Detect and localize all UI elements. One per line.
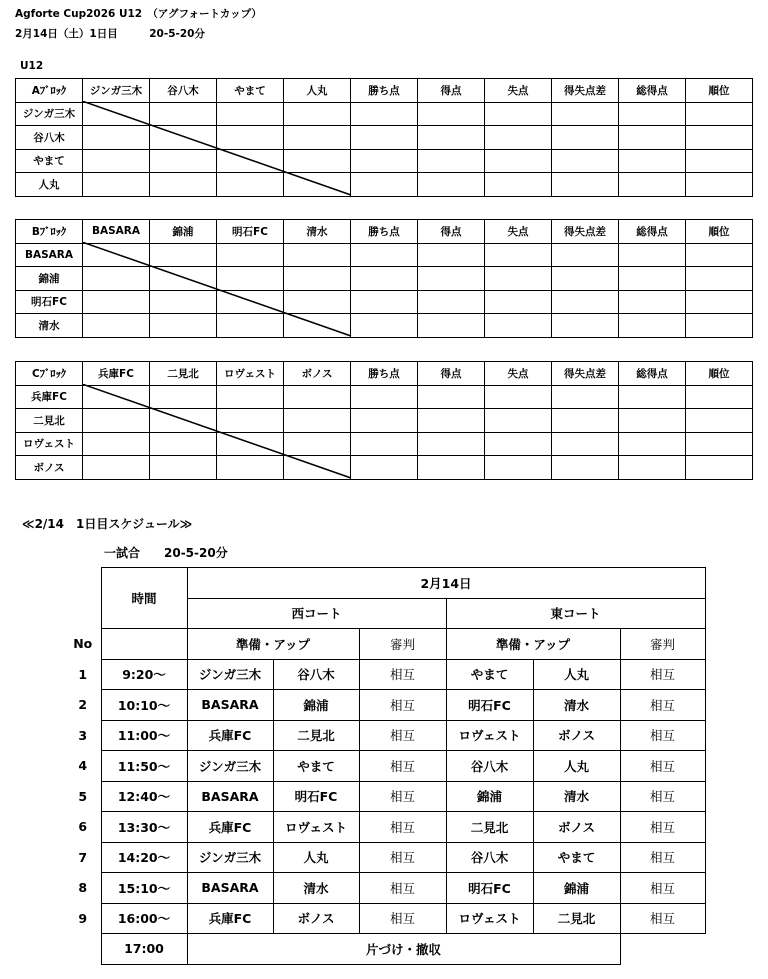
stat-cell bbox=[619, 290, 686, 314]
result-cell bbox=[217, 267, 284, 291]
stat-cell bbox=[619, 409, 686, 433]
result-cell bbox=[217, 432, 284, 456]
stat-cell bbox=[485, 126, 552, 150]
stat-header: 得失点差 bbox=[552, 220, 619, 244]
stat-cell bbox=[686, 173, 753, 197]
schedule-row bbox=[65, 812, 705, 843]
stat-cell bbox=[686, 102, 753, 126]
team-col-header: ロヴェスト bbox=[217, 362, 284, 386]
schedule-row bbox=[65, 720, 705, 751]
east-team-1: 谷八木 bbox=[446, 751, 533, 782]
result-cell bbox=[284, 409, 351, 433]
east-team-1: 二見北 bbox=[446, 812, 533, 843]
east-team-1: 明石FC bbox=[446, 690, 533, 721]
west-ref-header: 審判 bbox=[359, 629, 446, 660]
result-cell bbox=[83, 290, 150, 314]
stat-header: 勝ち点 bbox=[351, 362, 418, 386]
east-team-2: 人丸 bbox=[533, 659, 620, 690]
stat-cell bbox=[485, 243, 552, 267]
result-cell bbox=[217, 173, 284, 197]
result-cell bbox=[284, 456, 351, 480]
west-referee: 相互 bbox=[359, 720, 446, 751]
west-team-1: BASARA bbox=[187, 873, 273, 904]
stat-cell bbox=[619, 243, 686, 267]
result-cell bbox=[217, 149, 284, 173]
east-team-2: ボノス bbox=[533, 720, 620, 751]
result-cell bbox=[284, 173, 351, 197]
stat-cell bbox=[351, 126, 418, 150]
team-row-header: 二見北 bbox=[16, 409, 83, 433]
stat-header: 順位 bbox=[686, 362, 753, 386]
stat-cell bbox=[552, 456, 619, 480]
west-team-1: ジンガ三木 bbox=[187, 842, 273, 873]
east-team-2: やまて bbox=[533, 842, 620, 873]
result-cell bbox=[284, 385, 351, 409]
result-cell bbox=[284, 126, 351, 150]
row-number: 6 bbox=[78, 819, 88, 835]
block-table bbox=[15, 219, 753, 338]
stat-cell bbox=[485, 456, 552, 480]
result-cell bbox=[150, 385, 217, 409]
page-title: Agforte Cup2026 U12 （アグフォートカップ） bbox=[15, 8, 262, 20]
match-time: 9:20～ bbox=[101, 659, 187, 690]
west-team-1: 兵庫FC bbox=[187, 720, 273, 751]
match-time: 13:30～ bbox=[101, 812, 187, 843]
stat-cell bbox=[485, 102, 552, 126]
result-cell bbox=[83, 409, 150, 433]
stat-cell bbox=[619, 149, 686, 173]
east-referee: 相互 bbox=[620, 659, 705, 690]
row-number: 7 bbox=[78, 849, 88, 865]
stat-cell bbox=[552, 102, 619, 126]
schedule-row bbox=[65, 659, 705, 690]
match-time: 12:40～ bbox=[101, 781, 187, 812]
result-cell bbox=[217, 243, 284, 267]
stat-header: 総得点 bbox=[619, 362, 686, 386]
stat-cell bbox=[418, 243, 485, 267]
east-referee: 相互 bbox=[620, 720, 705, 751]
result-cell bbox=[150, 243, 217, 267]
stat-cell bbox=[619, 432, 686, 456]
stat-cell bbox=[485, 173, 552, 197]
result-cell bbox=[83, 456, 150, 480]
result-cell bbox=[217, 126, 284, 150]
stat-cell bbox=[686, 126, 753, 150]
block-table bbox=[15, 78, 753, 197]
team-col-header: BASARA bbox=[83, 220, 150, 244]
match-time: 14:20～ bbox=[101, 842, 187, 873]
block-name: Aﾌﾞﾛｯｸ bbox=[16, 79, 83, 103]
result-cell bbox=[217, 290, 284, 314]
west-referee: 相互 bbox=[359, 812, 446, 843]
stat-cell bbox=[351, 173, 418, 197]
east-team-2: 人丸 bbox=[533, 751, 620, 782]
result-cell bbox=[284, 314, 351, 338]
east-team-2: 清水 bbox=[533, 690, 620, 721]
schedule-title: ≪2/14 1日目スケジュール≫ bbox=[22, 517, 193, 531]
stat-cell bbox=[686, 149, 753, 173]
east-team-2: 錦浦 bbox=[533, 873, 620, 904]
row-number: 2 bbox=[78, 697, 88, 713]
west-team-2: 清水 bbox=[273, 873, 359, 904]
stat-cell bbox=[686, 314, 753, 338]
result-cell bbox=[150, 432, 217, 456]
stat-cell bbox=[485, 385, 552, 409]
end-label: 片づけ・撤収 bbox=[187, 934, 620, 965]
stat-cell bbox=[619, 267, 686, 291]
stat-header: 失点 bbox=[485, 220, 552, 244]
team-row-header: やまて bbox=[16, 149, 83, 173]
result-cell bbox=[150, 267, 217, 291]
west-team-2: 錦浦 bbox=[273, 690, 359, 721]
result-cell bbox=[150, 409, 217, 433]
team-col-header: 清水 bbox=[284, 220, 351, 244]
result-cell bbox=[150, 456, 217, 480]
east-team-1: 明石FC bbox=[446, 873, 533, 904]
west-referee: 相互 bbox=[359, 751, 446, 782]
result-cell bbox=[83, 267, 150, 291]
stat-cell bbox=[686, 385, 753, 409]
stat-cell bbox=[351, 409, 418, 433]
east-team-1: ロヴェスト bbox=[446, 720, 533, 751]
no-header: No bbox=[73, 636, 93, 652]
stat-cell bbox=[619, 126, 686, 150]
stat-cell bbox=[552, 385, 619, 409]
stat-cell bbox=[351, 432, 418, 456]
stat-header: 失点 bbox=[485, 79, 552, 103]
stat-cell bbox=[552, 267, 619, 291]
east-team-1: 錦浦 bbox=[446, 781, 533, 812]
stat-header: 得点 bbox=[418, 220, 485, 244]
row-number: 4 bbox=[78, 758, 88, 774]
team-row-header: ロヴェスト bbox=[16, 432, 83, 456]
schedule-row bbox=[65, 873, 705, 904]
team-row-header: 錦浦 bbox=[16, 267, 83, 291]
result-cell bbox=[83, 126, 150, 150]
stat-cell bbox=[418, 102, 485, 126]
stat-cell bbox=[619, 385, 686, 409]
result-cell bbox=[217, 385, 284, 409]
schedule-row bbox=[65, 751, 705, 782]
east-team-2: 清水 bbox=[533, 781, 620, 812]
result-cell bbox=[217, 314, 284, 338]
time-header: 時間 bbox=[101, 568, 187, 629]
team-col-header: 兵庫FC bbox=[83, 362, 150, 386]
stat-cell bbox=[351, 243, 418, 267]
stat-cell bbox=[552, 409, 619, 433]
stat-cell bbox=[351, 314, 418, 338]
result-cell bbox=[83, 314, 150, 338]
stat-cell bbox=[686, 456, 753, 480]
west-team-1: 兵庫FC bbox=[187, 812, 273, 843]
league-label: U12 bbox=[20, 60, 44, 72]
page-subtitle: 2月14日（土）1日目 20-5-20分 bbox=[15, 28, 205, 40]
result-cell bbox=[217, 102, 284, 126]
stat-header: 勝ち点 bbox=[351, 79, 418, 103]
match-format: 一試合 20-5-20分 bbox=[104, 546, 228, 560]
result-cell bbox=[217, 409, 284, 433]
team-col-header: 明石FC bbox=[217, 220, 284, 244]
block-name: Cﾌﾞﾛｯｸ bbox=[16, 362, 83, 386]
stat-header: 得失点差 bbox=[552, 362, 619, 386]
east-team-1: 谷八木 bbox=[446, 842, 533, 873]
stat-cell bbox=[619, 173, 686, 197]
stat-cell bbox=[485, 432, 552, 456]
east-referee: 相互 bbox=[620, 751, 705, 782]
stat-cell bbox=[552, 290, 619, 314]
stat-cell bbox=[418, 385, 485, 409]
west-referee: 相互 bbox=[359, 842, 446, 873]
east-court-header: 東コート bbox=[446, 598, 705, 629]
east-team-1: やまて bbox=[446, 659, 533, 690]
row-number: 5 bbox=[78, 788, 88, 804]
west-referee: 相互 bbox=[359, 659, 446, 690]
team-row-header: ジンガ三木 bbox=[16, 102, 83, 126]
west-team-2: 明石FC bbox=[273, 781, 359, 812]
east-referee: 相互 bbox=[620, 812, 705, 843]
stat-cell bbox=[418, 409, 485, 433]
east-team-2: ボノス bbox=[533, 812, 620, 843]
result-cell bbox=[150, 314, 217, 338]
stat-cell bbox=[485, 409, 552, 433]
schedule-row bbox=[65, 690, 705, 721]
stat-cell bbox=[619, 102, 686, 126]
team-col-header: ボノス bbox=[284, 362, 351, 386]
result-cell bbox=[83, 243, 150, 267]
east-team-2: 二見北 bbox=[533, 903, 620, 934]
stat-cell bbox=[418, 290, 485, 314]
stat-cell bbox=[351, 290, 418, 314]
stat-cell bbox=[552, 126, 619, 150]
stat-cell bbox=[552, 149, 619, 173]
team-col-header: 錦浦 bbox=[150, 220, 217, 244]
result-cell bbox=[150, 149, 217, 173]
stat-cell bbox=[418, 267, 485, 291]
schedule-row bbox=[65, 842, 705, 873]
west-team-2: ロヴェスト bbox=[273, 812, 359, 843]
stat-header: 勝ち点 bbox=[351, 220, 418, 244]
match-time: 15:10～ bbox=[101, 873, 187, 904]
match-time: 10:10～ bbox=[101, 690, 187, 721]
row-number: 1 bbox=[78, 666, 88, 682]
match-time: 11:00～ bbox=[101, 720, 187, 751]
block-table bbox=[15, 361, 753, 480]
result-cell bbox=[150, 102, 217, 126]
stat-cell bbox=[619, 456, 686, 480]
result-cell bbox=[217, 456, 284, 480]
row-number: 8 bbox=[78, 880, 88, 896]
east-referee: 相互 bbox=[620, 781, 705, 812]
stat-header: 順位 bbox=[686, 220, 753, 244]
east-referee: 相互 bbox=[620, 903, 705, 934]
team-row-header: 兵庫FC bbox=[16, 385, 83, 409]
west-team-1: BASARA bbox=[187, 781, 273, 812]
team-row-header: BASARA bbox=[16, 243, 83, 267]
result-cell bbox=[83, 173, 150, 197]
east-team-1: ロヴェスト bbox=[446, 903, 533, 934]
west-referee: 相互 bbox=[359, 873, 446, 904]
stat-cell bbox=[552, 432, 619, 456]
team-col-header: やまて bbox=[217, 79, 284, 103]
stat-cell bbox=[351, 267, 418, 291]
west-referee: 相互 bbox=[359, 690, 446, 721]
stat-header: 順位 bbox=[686, 79, 753, 103]
team-row-header: 明石FC bbox=[16, 290, 83, 314]
east-referee: 相互 bbox=[620, 873, 705, 904]
team-row-header: 人丸 bbox=[16, 173, 83, 197]
west-team-2: ボノス bbox=[273, 903, 359, 934]
stat-header: 得点 bbox=[418, 362, 485, 386]
west-prep-header: 準備・アップ bbox=[187, 629, 359, 660]
stat-cell bbox=[552, 314, 619, 338]
team-col-header: ジンガ三木 bbox=[83, 79, 150, 103]
west-team-1: ジンガ三木 bbox=[187, 751, 273, 782]
stat-cell bbox=[686, 432, 753, 456]
stat-cell bbox=[418, 126, 485, 150]
stat-cell bbox=[619, 314, 686, 338]
west-team-2: 人丸 bbox=[273, 842, 359, 873]
stat-cell bbox=[351, 456, 418, 480]
match-time: 16:00～ bbox=[101, 903, 187, 934]
stat-cell bbox=[351, 149, 418, 173]
east-prep-header: 準備・アップ bbox=[446, 629, 620, 660]
team-row-header: 谷八木 bbox=[16, 126, 83, 150]
result-cell bbox=[284, 149, 351, 173]
team-row-header: ボノス bbox=[16, 456, 83, 480]
east-referee: 相互 bbox=[620, 690, 705, 721]
schedule-row bbox=[65, 781, 705, 812]
date-header: 2月14日 bbox=[187, 568, 705, 599]
stat-cell bbox=[418, 173, 485, 197]
result-cell bbox=[284, 243, 351, 267]
team-col-header: 谷八木 bbox=[150, 79, 217, 103]
west-court-header: 西コート bbox=[187, 598, 446, 629]
stat-cell bbox=[418, 456, 485, 480]
stat-cell bbox=[351, 102, 418, 126]
stat-cell bbox=[485, 149, 552, 173]
result-cell bbox=[83, 432, 150, 456]
stat-cell bbox=[686, 409, 753, 433]
result-cell bbox=[150, 126, 217, 150]
stat-header: 得点 bbox=[418, 79, 485, 103]
east-referee: 相互 bbox=[620, 842, 705, 873]
west-team-1: 兵庫FC bbox=[187, 903, 273, 934]
stat-header: 総得点 bbox=[619, 220, 686, 244]
result-cell bbox=[83, 149, 150, 173]
result-cell bbox=[284, 290, 351, 314]
stat-cell bbox=[686, 267, 753, 291]
west-team-1: ジンガ三木 bbox=[187, 659, 273, 690]
east-ref-header: 審判 bbox=[620, 629, 705, 660]
result-cell bbox=[150, 173, 217, 197]
stat-header: 得失点差 bbox=[552, 79, 619, 103]
west-team-2: 二見北 bbox=[273, 720, 359, 751]
result-cell bbox=[284, 267, 351, 291]
result-cell bbox=[83, 102, 150, 126]
stat-header: 総得点 bbox=[619, 79, 686, 103]
stat-header: 失点 bbox=[485, 362, 552, 386]
team-col-header: 人丸 bbox=[284, 79, 351, 103]
block-name: Bﾌﾞﾛｯｸ bbox=[16, 220, 83, 244]
stat-cell bbox=[686, 290, 753, 314]
schedule-row bbox=[65, 903, 705, 934]
west-referee: 相互 bbox=[359, 781, 446, 812]
result-cell bbox=[83, 385, 150, 409]
end-time: 17:00 bbox=[101, 934, 187, 965]
west-team-2: やまて bbox=[273, 751, 359, 782]
row-number: 9 bbox=[78, 910, 88, 926]
stat-cell bbox=[552, 173, 619, 197]
stat-cell bbox=[686, 243, 753, 267]
row-number: 3 bbox=[78, 727, 88, 743]
west-team-2: 谷八木 bbox=[273, 659, 359, 690]
team-row-header: 清水 bbox=[16, 314, 83, 338]
result-cell bbox=[284, 102, 351, 126]
result-cell bbox=[150, 290, 217, 314]
stat-cell bbox=[351, 385, 418, 409]
result-cell bbox=[284, 432, 351, 456]
stat-cell bbox=[552, 243, 619, 267]
schedule-table bbox=[65, 567, 706, 965]
stat-cell bbox=[418, 314, 485, 338]
stat-cell bbox=[485, 290, 552, 314]
stat-cell bbox=[485, 314, 552, 338]
stat-cell bbox=[418, 149, 485, 173]
west-referee: 相互 bbox=[359, 903, 446, 934]
match-time: 11:50～ bbox=[101, 751, 187, 782]
west-team-1: BASARA bbox=[187, 690, 273, 721]
stat-cell bbox=[418, 432, 485, 456]
stat-cell bbox=[485, 267, 552, 291]
team-col-header: 二見北 bbox=[150, 362, 217, 386]
